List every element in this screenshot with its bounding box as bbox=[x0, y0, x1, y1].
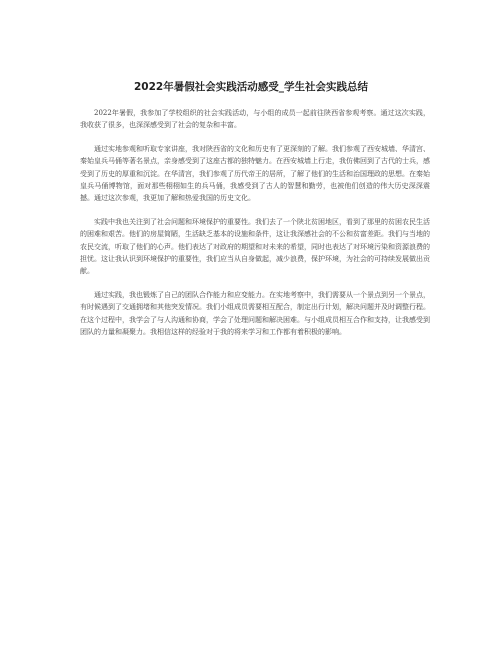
paragraph: 通过实践，我也锻炼了自己的团队合作能力和应变能力。在实地考察中，我们需要从一个景点到另一个景点，有时候遇到了交通拥堵和其他突发情况。我们小组成员需要相互配合，制定出行计划，解决问题并及时调整行程。在这个过程中，我学会了与人沟通和协商，学会了处理问题和解决困难。与小组成员相互合作和支持，让我感受到团队的力量和凝聚力。我相信这样的经验对于我的将来学习和工作都有着积极的影响。 bbox=[80, 290, 430, 337]
paragraph: 通过实地参观和听取专家讲座，我对陕西省的文化和历史有了更深刻的了解。我们参观了西安城墙、华清宫、秦始皇兵马俑等著名景点，亲身感受到了这座古都的独特魅力。在西安城墙上行走，我仿佛回到了古代的士兵，感受到了历史的厚重和沉淀。在华清宫，我们参观了历代帝王的居所，了解了他们的生活和治国理政的思想。在秦始皇兵马俑博物馆，面对那些栩栩如生的兵马俑，我感受到了古人的智慧和勤劳，也被他们创造的伟大历史深深震撼。通过这次参观，我更加了解和热爱我国的历史文化。 bbox=[80, 144, 430, 203]
document-body bbox=[80, 107, 430, 350]
document-title: 2022年暑假社会实践活动感受_学生社会实践总结 bbox=[134, 81, 368, 93]
paragraph: 2022年暑假，我参加了学校组织的社会实践活动，与小组的成员一起前往陕西省参观考察。通过这次实践，我收获了很多，也深深感受到了社会的复杂和丰富。 bbox=[80, 109, 430, 130]
paragraph: 实践中我也关注到了社会问题和环境保护的重要性。我们去了一个陕北贫困地区，看到了那里的贫困农民生活的困难和艰苦。他们的房屋简陋，生活缺乏基本的设施和条件，这让我深感社会的不公和贫富差距。我们与当地的农民交流，听取了他们的心声。他们表达了对政府的期望和对未来的希望，同时也表达了对环境污染和资源浪费的担忧。这让我认识到环境保护的重要性，我们应当从自身做起，减少浪费，保护环境，为社会的可持续发展做出贡献。 bbox=[80, 217, 430, 276]
